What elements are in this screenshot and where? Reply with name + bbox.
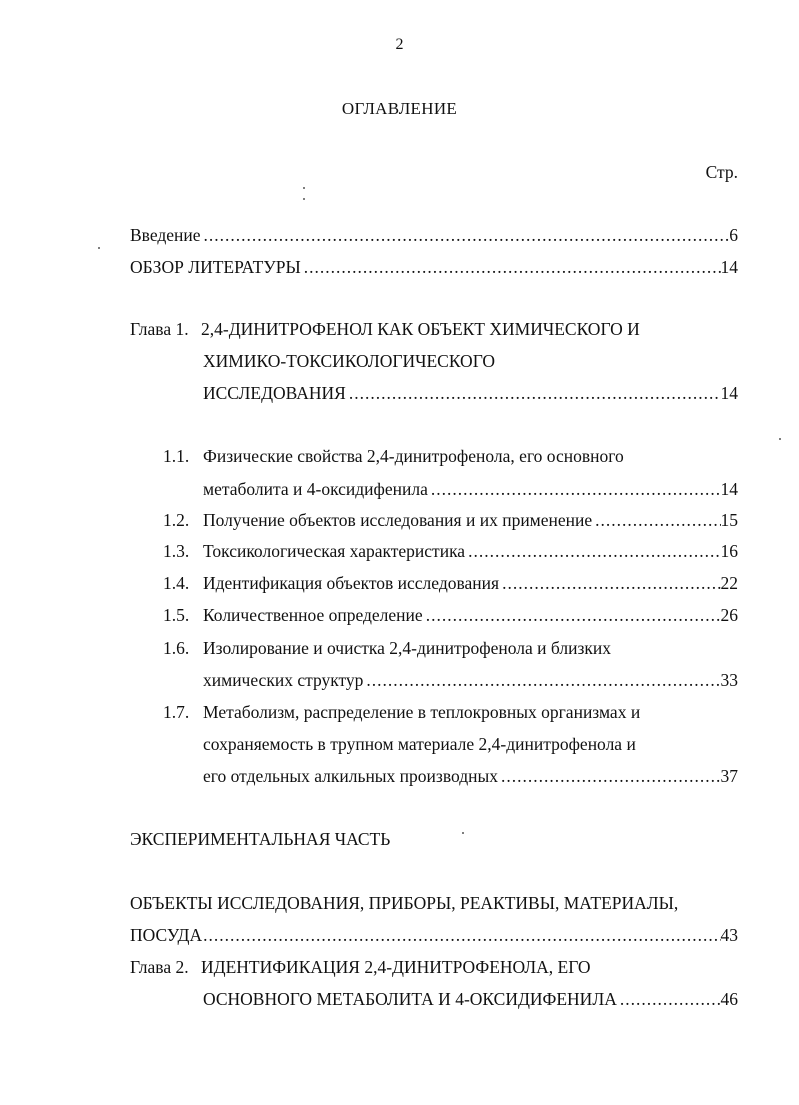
toc-page: 46 bbox=[720, 989, 738, 1009]
toc-label: Токсикологическая характеристика bbox=[203, 541, 466, 561]
scan-speck bbox=[98, 247, 100, 249]
section-number: 1.3. bbox=[163, 541, 190, 561]
toc-label: Идентификация объектов исследования bbox=[203, 573, 500, 593]
leader-dots bbox=[423, 604, 721, 626]
section-number: 1.1. bbox=[163, 446, 190, 466]
toc-page: 6 bbox=[729, 225, 738, 245]
page-number: 2 bbox=[395, 36, 404, 53]
toc-page: 43 bbox=[720, 925, 738, 945]
toc-label: ИССЛЕДОВАНИЯ bbox=[203, 383, 346, 403]
page-column-label: Стр. bbox=[705, 162, 738, 182]
section-number: 1.7. bbox=[163, 702, 190, 722]
section-number: 1.6. bbox=[163, 638, 190, 658]
toc-page: 37 bbox=[720, 766, 738, 786]
toc-page: 26 bbox=[720, 605, 738, 625]
leader-dots bbox=[499, 572, 720, 594]
toc-entry-1-7 bbox=[203, 765, 738, 787]
toc-page: 22 bbox=[720, 573, 738, 593]
leader-dots bbox=[202, 924, 720, 946]
leader-dots bbox=[428, 478, 721, 500]
toc-label: Получение объектов исследования и их применение bbox=[203, 510, 593, 530]
toc-entry-literature-review bbox=[130, 256, 738, 278]
section-1-6-line1: Изолирование и очистка 2,4-динитрофенола и близких bbox=[203, 638, 612, 658]
toc-page: 15 bbox=[720, 510, 738, 530]
chapter-1-prefix: Глава 1. bbox=[130, 319, 189, 339]
toc-entry-1-4 bbox=[203, 572, 738, 594]
toc-label: ОБЗОР ЛИТЕРАТУРЫ bbox=[130, 257, 301, 277]
toc-label: метаболита и 4-оксидифенила bbox=[203, 479, 428, 499]
section-number: 1.2. bbox=[163, 510, 190, 530]
toc-label: химических структур bbox=[203, 670, 364, 690]
toc-page: 14 bbox=[720, 479, 738, 499]
scan-speck bbox=[462, 832, 464, 834]
toc-entry-1-3 bbox=[203, 540, 738, 562]
toc-entry-intro bbox=[130, 224, 738, 246]
section-heading-experimental: ЭКСПЕРИМЕНТАЛЬНАЯ ЧАСТЬ bbox=[130, 829, 391, 849]
chapter-2-title-line1: ИДЕНТИФИКАЦИЯ 2,4-ДИНИТРОФЕНОЛА, ЕГО bbox=[201, 957, 591, 977]
toc-entry-1-5 bbox=[203, 604, 738, 626]
leader-dots bbox=[363, 669, 720, 691]
toc-page: 16 bbox=[720, 541, 738, 561]
page-title: ОГЛАВЛЕНИЕ bbox=[341, 99, 458, 118]
leader-dots bbox=[465, 540, 720, 562]
chapter-1-title-line1: 2,4-ДИНИТРОФЕНОЛ КАК ОБЪЕКТ ХИМИЧЕСКОГО И bbox=[201, 319, 640, 339]
toc-entry-1-2 bbox=[203, 509, 738, 531]
section-1-7-line2: сохраняемость в трупном материале 2,4-динитрофенола и bbox=[203, 734, 636, 754]
chapter-2-prefix: Глава 2. bbox=[130, 957, 189, 977]
toc-page: 14 bbox=[720, 257, 738, 277]
section-1-7-line1: Метаболизм, распределение в теплокровных организмах и bbox=[203, 702, 641, 722]
chapter-1-title-line2: ХИМИКО-ТОКСИКОЛОГИЧЕСКОГО bbox=[203, 351, 496, 371]
toc-entry-objects bbox=[130, 924, 738, 946]
objects-line1: ОБЪЕКТЫ ИССЛЕДОВАНИЯ, ПРИБОРЫ, РЕАКТИВЫ, МАТЕРИАЛЫ, bbox=[130, 893, 679, 913]
toc-label: Введение bbox=[130, 225, 201, 245]
toc-page: 33 bbox=[720, 670, 738, 690]
section-number: 1.4. bbox=[163, 573, 190, 593]
toc-entry-1-6 bbox=[203, 669, 738, 691]
toc-label: его отдельных алкильных производных bbox=[203, 766, 498, 786]
leader-dots bbox=[617, 988, 721, 1010]
toc-entry-chapter-1 bbox=[203, 382, 738, 404]
scan-speck bbox=[303, 198, 305, 200]
leader-dots bbox=[592, 509, 720, 531]
toc-page: 14 bbox=[720, 383, 738, 403]
section-number: 1.5. bbox=[163, 605, 190, 625]
toc-label: ОСНОВНОГО МЕТАБОЛИТА И 4-ОКСИДИФЕНИЛА bbox=[203, 989, 617, 1009]
leader-dots bbox=[301, 256, 721, 278]
leader-dots bbox=[498, 765, 721, 787]
toc-label: ПОСУДА bbox=[130, 925, 203, 945]
toc-entry-chapter-2 bbox=[203, 988, 738, 1010]
leader-dots bbox=[346, 382, 721, 404]
toc-entry-1-1 bbox=[203, 478, 738, 500]
scan-speck bbox=[779, 438, 781, 440]
toc-label: Количественное определение bbox=[203, 605, 423, 625]
leader-dots bbox=[201, 224, 730, 246]
scan-speck bbox=[303, 187, 305, 189]
section-1-1-line1: Физические свойства 2,4-динитрофенола, его основного bbox=[203, 446, 624, 466]
